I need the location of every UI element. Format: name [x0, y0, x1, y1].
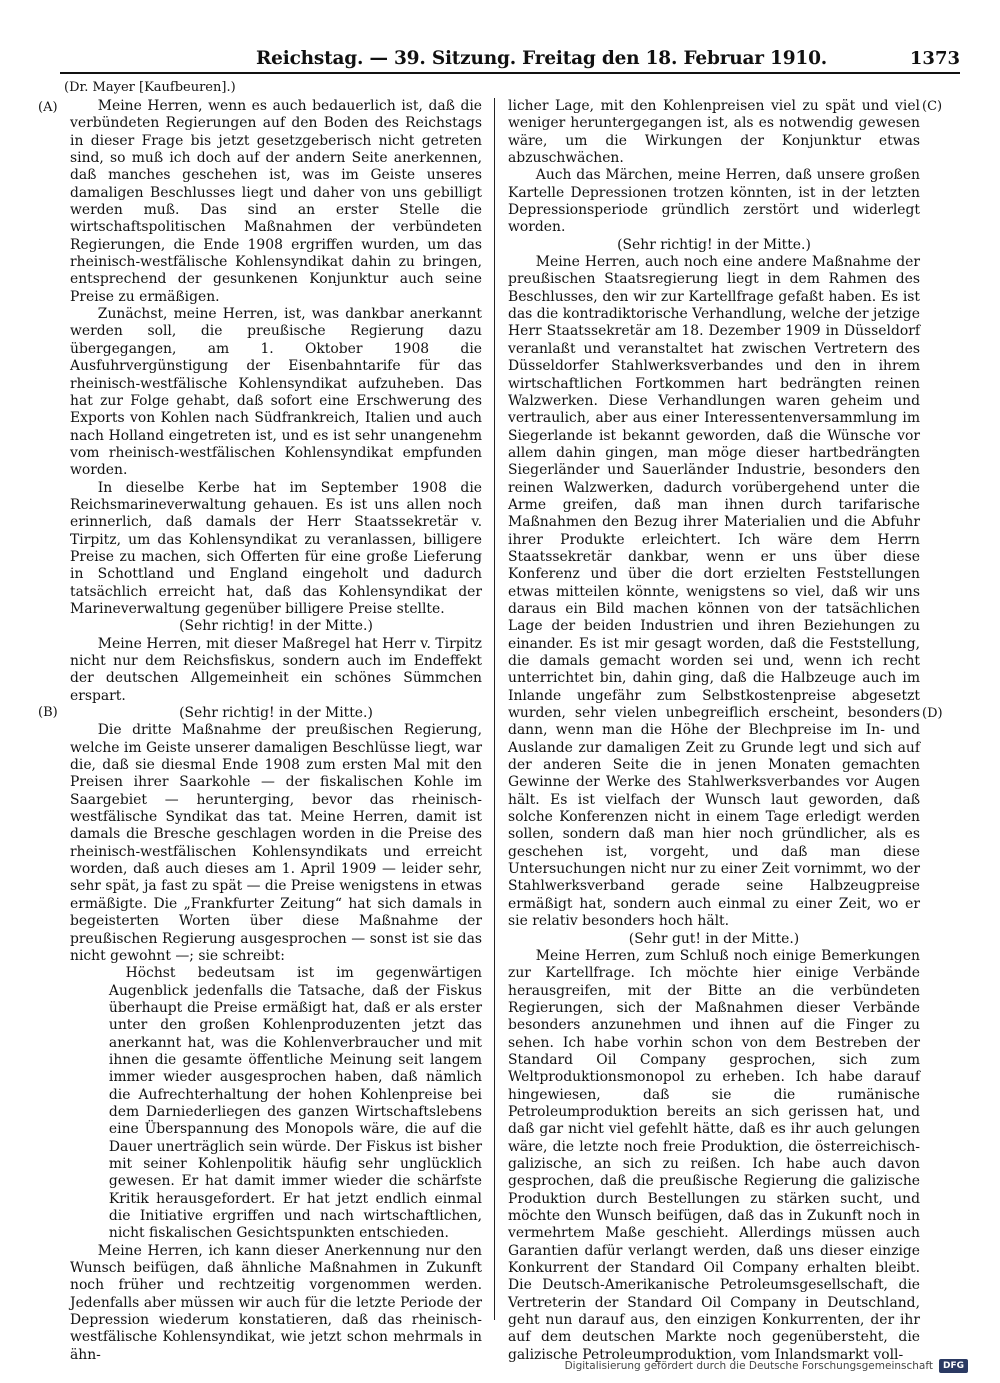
paragraph: Die dritte Maßnahme der preußischen Regierung, welche im Geiste unserer damaligen Beschlüsse liegt, war die, daß sie diesmal Ende 1908 zum ersten Mal mit den Preisen ihrer Saarkohle — der fiskalischen Kohle im Saargebiet — herunterging, bevor das rheinisch-westfälische Syndikat das tat. Meine Herren, damit ist damals die Bresche geschlagen worden in die Preise des rheinisch-westfälischen Kohlensyndikats und erreicht worden, daß auch dieses am 1. April 1909 — leider sehr, sehr spät, ja fast zu spät — die Preise wenigstens in etwas ermäßigte. Die „Frankfurter Zeitung“ hat sich damals in begeisterten Worten über diese Maßnahme der preußischen Regierung ausgesprochen — sonst ist sie das nicht gewohnt —; sie schreibt: [70, 722, 483, 964]
footer-credit: Digitalisierung gefördert durch die Deutsche Forschungsgemeinschaft [564, 1360, 933, 1372]
interjection: (Sehr richtig! in der Mitte.) [179, 705, 373, 722]
paragraph: Meine Herren, ich kann dieser Anerkennung nur den Wunsch beifügen, daß ähnliche Maßnahmen in Zukunft noch früher und rechtzeitig vorgenommen werden. Jedenfalls aber müssen wir auch für die letzte Periode der Depression wiederum konstatieren, daß das rheinisch-westfälische Kohlensyndikat, wie jetzt schon mehrmals in ähn- [70, 1242, 482, 1363]
margin-marker-d: (D) [922, 706, 943, 721]
dfg-logo-icon: DFG [939, 1359, 968, 1373]
speaker-tag: (Dr. Mayer [Kaufbeuren].) [64, 80, 236, 95]
footer [565, 1357, 968, 1375]
left-column [70, 98, 483, 1363]
paragraph: Meine Herren, zum Schluß noch einige Bemerkungen zur Kartellfrage. Ich möchte hier einige Verbände herausgreifen, mit der Bitte an die verbündeten Regierungen, sich der Maßnahmen dieser Verbände besonders anzunehmen und ihnen auf die Finger zu sehen. Ich habe vorhin schon von dem Bestreben der Standard Oil Company gesprochen, sich zum Weltproduktionsmonopol zu erheben. Ich habe darauf hingewiesen, daß sie die rumänische Petroleumproduktion bereits an sich gerissen hat, und daß gar nicht viel gefehlt hätte, daß es ihr auch gelungen wäre, die letzte noch freie Produktion, die österreichisch-galizische, an sich zu reißen. Ich habe auch davon gesprochen, daß die preußische Regierung die galizische Produktion durch Bestellungen zu stärken sucht, und möchte den Wunsch beifügen, daß das in Zukunft noch in vermehrtem Maße geschieht. Allerdings müssen auch Garantien dafür verlangt werden, daß uns dieser einzige Konkurrent der Standard Oil Company erhalten bleibt. Die Deutsch-Amerikanische Petroleumsgesellschaft, die Vertreterin der Standard Oil Company in Deutschland, geht nun darauf aus, den einzigen Konkurrenten, der ihr auf dem deutschen Markte noch gegenübersteht, die galizische Petroleumproduktion, vom Inlandsmarkt voll- [508, 947, 920, 1363]
paragraph: licher Lage, mit den Kohlenpreisen viel zu spät und viel weniger heruntergegangen ist, als es notwendig gewesen wäre, um die Wirkungen der Konjunktur etwas abzuschwächen. [508, 98, 920, 167]
quotation: Höchst bedeutsam ist im gegenwärtigen Augenblick jedenfalls die Tatsache, daß der Fiskus überhaupt die Preise ermäßigt hat, daß er als erster unter den großen Kohlenproduzenten jetzt das anerkannt hat, was die Kohlenverbraucher und mit ihnen die gesamte öffentliche Meinung seit langem immer wieder ausgesprochen haben, daß nämlich die Aufrechterhaltung der hohen Kohlenpreise bei dem Darniederliegen des ganzen Wirtschaftslebens eine Überspannung des Monopols wäre, die auf die Dauer unerträglich sein würde. Der Fiskus ist bisher mit seiner Kohlenpolitik häufig sehr unglücklich gewesen. Er hat damit immer wieder die schärfste Kritik herausgefordert. Er hat jetzt endlich einmal die Initiative ergriffen und nach wirtschaftlichen, nicht fiskalischen Gesichtspunkten entschieden. [108, 965, 482, 1242]
column-divider [494, 98, 495, 1320]
interjection: (Sehr gut! in der Mitte.) [628, 930, 800, 947]
margin-marker-b: (B) [38, 705, 58, 720]
paragraph: Meine Herren, mit dieser Maßregel hat Herr v. Tirpitz nicht nur dem Reichsfiskus, sondern auch im Endeffekt der deutschen Allgemeinheit ein schönes Sümmchen erspart. [70, 635, 482, 704]
right-column [508, 98, 920, 1363]
margin-marker-a: (A) [38, 100, 58, 115]
running-head: Reichstag. — 39. Sitzung. Freitag den 18. Februar 1910. [256, 48, 827, 69]
paragraph: Zunächst, meine Herren, ist, was dankbar anerkannt werden soll, die preußische Regierung dazu übergegangen, am 1. Oktober 1908 die Ausfuhrvergünstigung der Eisenbahntarife für das rheinisch-westfälische Kohlensyndikat aufzuheben. Das hat zur Folge gehabt, daß sofort eine Erschwerung des Exports von Kohlen nach Südfrankreich, Italien und auch nach Holland eingetreten ist, und es ist sehr unangenehm vom rheinisch-westfälischen Kohlensyndikat empfunden worden. [70, 306, 482, 479]
paragraph: Meine Herren, auch noch eine andere Maßnahme der preußischen Staatsregierung liegt in dem Rahmen des Beschlusses, den wir zur Kartellfrage gefaßt haben. Es ist das die kontradiktorische Verhandlung, welche der jetzige Herr Staatssekretär am 18. Dezember 1909 in Düsseldorf veranlaßt und veranstaltet hat zwischen Vertretern des Düsseldorfer Stahlwerksverbandes und den in ihrem wirtschaftlichen Fortkommen hart bedrängten reinen Walzwerken. Diese Verhandlungen waren geheim und vertraulich, aber aus einer Interessentenversammlung im Siegerlande ist bekannt geworden, daß die Wünsche vor allem dahin gingen, man möge dieser hartbedrängten Siegerländer und Sauerländer Industrie, besonders den reinen Walzwerken, dadurch vorübergehend unter die Arme greifen, daß man ihnen durch tarifarische Maßnahmen den Bezug ihrer Materialien und die Abfuhr ihrer Produkte erleichtert. Ich wäre dem Herrn Staatssekretär dankbar, wenn er uns über diese Konferenz und über die dort erzielten Feststellungen etwas mitteilen könnte, wenigstens so viel, daß wir uns daraus ein Bild machen können von der tatsächlichen Lage der beiden Industrien und ihren Beziehungen zu einander. Es ist mir gesagt worden, daß die Feststellung, die damals gemacht worden sei und, wenn ich recht unterrichtet bin, dahin ging, daß die Halbzeuge auch im Inlande ungefähr zum Selbstkostenpreise abgesetzt wurden, sehr vielen unbegreiflich erscheint, besonders dann, wenn man die Höhe der Blechpreise im In- und Auslande zur damaligen Zeit zu Grunde legt und sich auf der anderen Seite die in jenen Monaten gemachten Gewinne der Werke des Stahlwerksverbandes vor Augen hält. Es ist vielfach der Wunsch laut geworden, daß solche Konferenzen nicht in einem Tage erledigt werden sollen, sondern daß man hier noch gründlicher, als es geschehen ist, vorgeht, und daß man diese Untersuchungen nicht nur zu einer Zeit vornimmt, wo der Stahlwerksverband gerade seine Halbzeugpreise ermäßigt hat, sondern auch einmal zu einer Zeit, wo er sie relativ besonders hoch hält. [508, 254, 920, 930]
page-header [60, 44, 960, 74]
interjection: (Sehr richtig! in der Mitte.) [179, 618, 373, 635]
interjection: (Sehr richtig! in der Mitte.) [617, 236, 811, 253]
margin-marker-c: (C) [922, 99, 943, 114]
page-number: 1373 [909, 48, 960, 69]
paragraph: Meine Herren, wenn es auch bedauerlich ist, daß die verbündeten Regierungen auf den Boden des Reichstags in dieser Frage bis jetzt gesetzgeberisch nicht getreten sind, so muß ich doch auf der andern Seite anerkennen, daß manches geschehen ist, was im Geiste unseres damaligen Beschlusses liegt und daher von uns gebilligt werden muß. Das sind an erster Stelle die wirtschaftspolitischen Maßnahmen der verbündeten Regierungen, die Ende 1908 ergriffen wurden, um das rheinisch-westfälische Kohlensyndikat dahin zu bringen, entsprechend der gesunkenen Konjunktur auch seine Preise zu ermäßigen. [70, 98, 482, 305]
paragraph: In dieselbe Kerbe hat im September 1908 die Reichsmarineverwaltung gehauen. Es ist uns allen noch erinnerlich, daß damals der Herr Staatssekretär v. Tirpitz, um das Kohlensyndikat zu veranlassen, billigere Preise zu machen, sich Offerten für eine große Lieferung in Schottland und England eingeholt und dadurch tatsächlich erreicht hat, daß das Kohlensyndikat der Marineverwaltung gegenüber billigere Preise stellte. [70, 479, 482, 617]
paragraph: Auch das Märchen, meine Herren, daß unsere großen Kartelle Depressionen trotzen könnten, ist in der letzten Depressionsperiode gründlich zerstört und widerlegt worden. [508, 167, 920, 236]
